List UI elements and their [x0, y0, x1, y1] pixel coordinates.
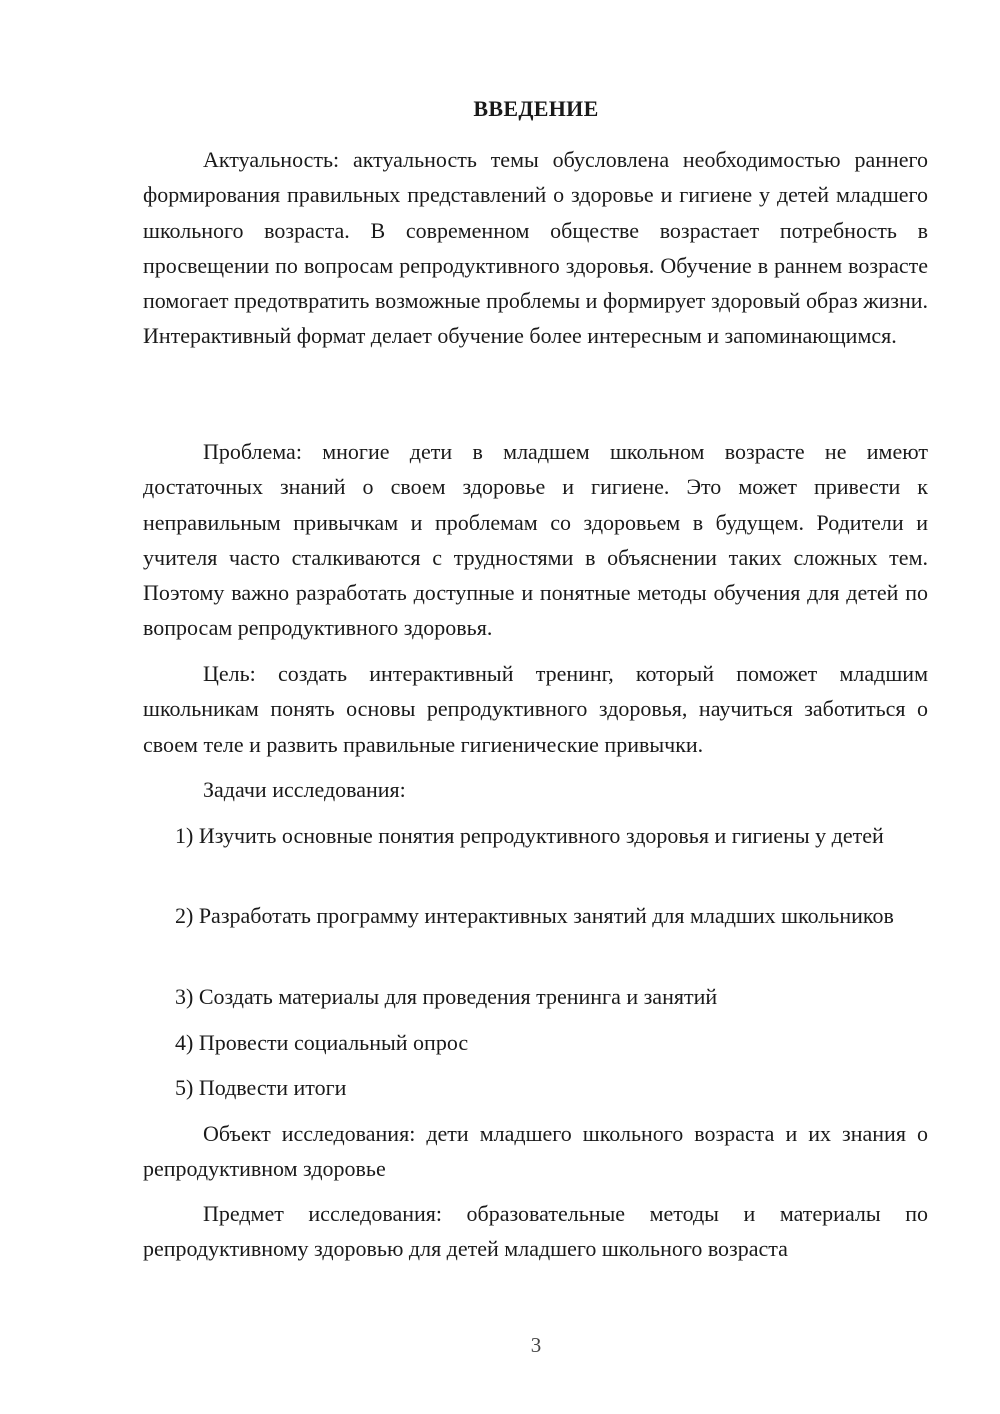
- paragraph-relevance: Актуальность: актуальность темы обусловлена необходимостью раннего формирования правильных представлений о здоровье и гигиене у детей младшего школьного возраста. В современном обществе возрастает потребность в просвещении по вопросам репродуктивного здоровья. Обучение в раннем возрасте помогает предотвратить возможные проблемы и формирует здоровый образ жизни. Интерактивный формат делает обучение более интересным и запоминающимся.: [143, 147, 928, 349]
- task-item-5: 5) Подвести итоги: [175, 1075, 347, 1100]
- task-item-4: 4) Провести социальный опрос: [175, 1030, 469, 1055]
- task-item-2: 2) Разработать программу интерактивных занятий для младших школьников: [175, 903, 894, 928]
- paragraph-problem: Проблема: многие дети в младшем школьном возрасте не имеют достаточных знаний о своем здоровье и гигиене. Это может привести к неправильным привычкам и проблемам со здоровьем в будущем. Родители и учителя часто сталкиваются с трудностями в объяснении таких сложных тем. Поэтому важно разработать доступные и понятные методы обучения для детей по вопросам репродуктивного здоровья.: [143, 439, 928, 641]
- paragraph-subject: Предмет исследования: образовательные методы и материалы по репродуктивному здоровью для детей младшего школьного возраста: [143, 1201, 928, 1262]
- page-number: 3: [530, 1333, 542, 1357]
- paragraph-object: Объект исследования: дети младшего школьного возраста и их знания о репродуктивном здоровье: [143, 1121, 928, 1182]
- paragraph-goal: Цель: создать интерактивный тренинг, который поможет младшим школьникам понять основы репродуктивного здоровья, научиться заботиться о своем теле и развить правильные гигиенические привычки.: [143, 661, 928, 757]
- task-item-3: 3) Создать материалы для проведения тренинга и занятий: [175, 984, 718, 1009]
- task-item-1: 1) Изучить основные понятия репродуктивного здоровья и гигиены у детей: [175, 823, 884, 848]
- paragraph-tasks-heading: Задачи исследования:: [203, 777, 406, 802]
- page-title: ВВЕДЕНИЕ: [473, 96, 599, 121]
